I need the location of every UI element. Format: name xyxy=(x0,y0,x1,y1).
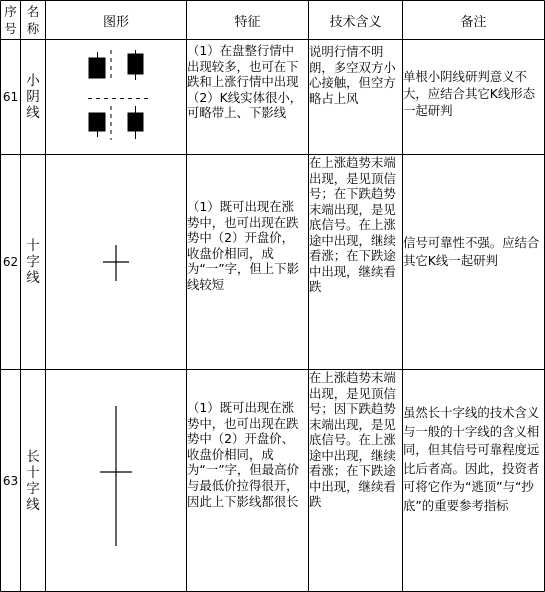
row-62-name xyxy=(21,155,45,369)
small-bearish-candle-figure xyxy=(46,40,186,154)
row-63-seq-text: 63 xyxy=(2,473,19,488)
header-remark-text: 备注 xyxy=(460,14,487,30)
long-legged-doji-figure xyxy=(46,370,186,591)
row-63-meaning xyxy=(309,370,402,591)
row-61-name-char-2: 阴 xyxy=(26,89,40,105)
row-61-figure xyxy=(46,40,186,154)
row-62-remark-text: 信号可靠性不强。应结合其它K线一起研判 xyxy=(403,235,540,268)
row-61-remark xyxy=(403,40,544,154)
row-61-meaning xyxy=(309,40,402,154)
row-63-name-char-3: 字 xyxy=(26,480,40,497)
row-62-name-char-3: 线 xyxy=(26,270,40,286)
header-seq-text: 序号 xyxy=(4,4,17,36)
row-63-name-char-2: 十 xyxy=(26,464,40,481)
doji-cross-figure xyxy=(46,155,186,369)
header-figure-text: 图形 xyxy=(102,14,129,30)
row-62-name-char-2: 字 xyxy=(26,254,40,270)
header-meaning-text: 技术含义 xyxy=(329,14,382,30)
row-63-meaning-text: 在上涨趋势末端出现，是见顶信号；因下跌趋势末端出现，是见底信号。在上涨途中出现，继续看涨；在下跌途中出现，继续看跌 xyxy=(309,370,396,509)
row-63-name-char-4: 线 xyxy=(26,496,40,513)
header-remark xyxy=(403,1,544,39)
header-name-text: 名称 xyxy=(26,4,40,36)
header-feature-text: 特征 xyxy=(234,14,261,30)
row-63-figure xyxy=(46,370,186,591)
row-62-seq xyxy=(1,155,20,369)
row-63-name-char-1: 长 xyxy=(26,448,40,465)
header-seq xyxy=(1,1,20,39)
row-61-meaning-text: 说明行情不明朗，多空双方小心接触，但空方略占上风 xyxy=(309,44,396,106)
row-62-meaning-text: 在上涨趋势末端出现，是见顶信号；在下跌趋势末端出现，是见底信号。在上涨途中出现，继续看涨；在下跌途中出现，继续看跌 xyxy=(309,155,396,294)
row-61-remark-text: 单根小阴线研判意义不大，应结合其它K线形态一起研判 xyxy=(403,69,536,118)
row-61-name-char-3: 线 xyxy=(26,105,40,121)
row-62-remark xyxy=(403,155,544,369)
row-63-name xyxy=(21,370,45,591)
row-62-feature-text: （1）既可出现在涨势中，也可出现在跌势中（2）开盘价，收盘价相同，成为“一”字，但上下影线较短 xyxy=(187,199,299,292)
row-62-name-char-1: 十 xyxy=(26,238,40,254)
header-figure xyxy=(46,1,186,39)
row-61-feature xyxy=(187,40,308,154)
row-63-remark-text: 虽然长十字线的技术含义与一般的十字线的含义相同，但其信号可靠程度远比后者高。因此，投资者可将它作为“逃顶”与“抄底”的重要参考指标 xyxy=(403,405,540,513)
row-61-name-char-1: 小 xyxy=(26,73,40,89)
row-63-remark xyxy=(403,370,544,591)
row-62-meaning xyxy=(309,155,402,369)
row-62-feature xyxy=(187,155,308,369)
header-name xyxy=(21,1,45,39)
row-63-feature xyxy=(187,370,308,591)
header-meaning xyxy=(309,1,402,39)
row-61-seq-text: 61 xyxy=(2,90,19,104)
row-62-figure xyxy=(46,155,186,369)
row-61-feature-text: （1）在盘整行情中出现较多，也可在下跌和上涨行情中出现（2）K线实体很小，可略带上、下影线 xyxy=(187,43,303,121)
row-63-seq xyxy=(1,370,20,591)
row-61-seq xyxy=(1,40,20,154)
row-62-seq-text: 62 xyxy=(2,255,19,269)
row-63-feature-text: （1）既可出现在涨势中，也可出现在跌势中（2）开盘价、收盘价相同，成为“一”字，但最高价与最低价拉得很开，因此上下影线都很长 xyxy=(187,400,299,509)
row-61-name xyxy=(21,40,45,154)
header-feature xyxy=(187,1,308,39)
